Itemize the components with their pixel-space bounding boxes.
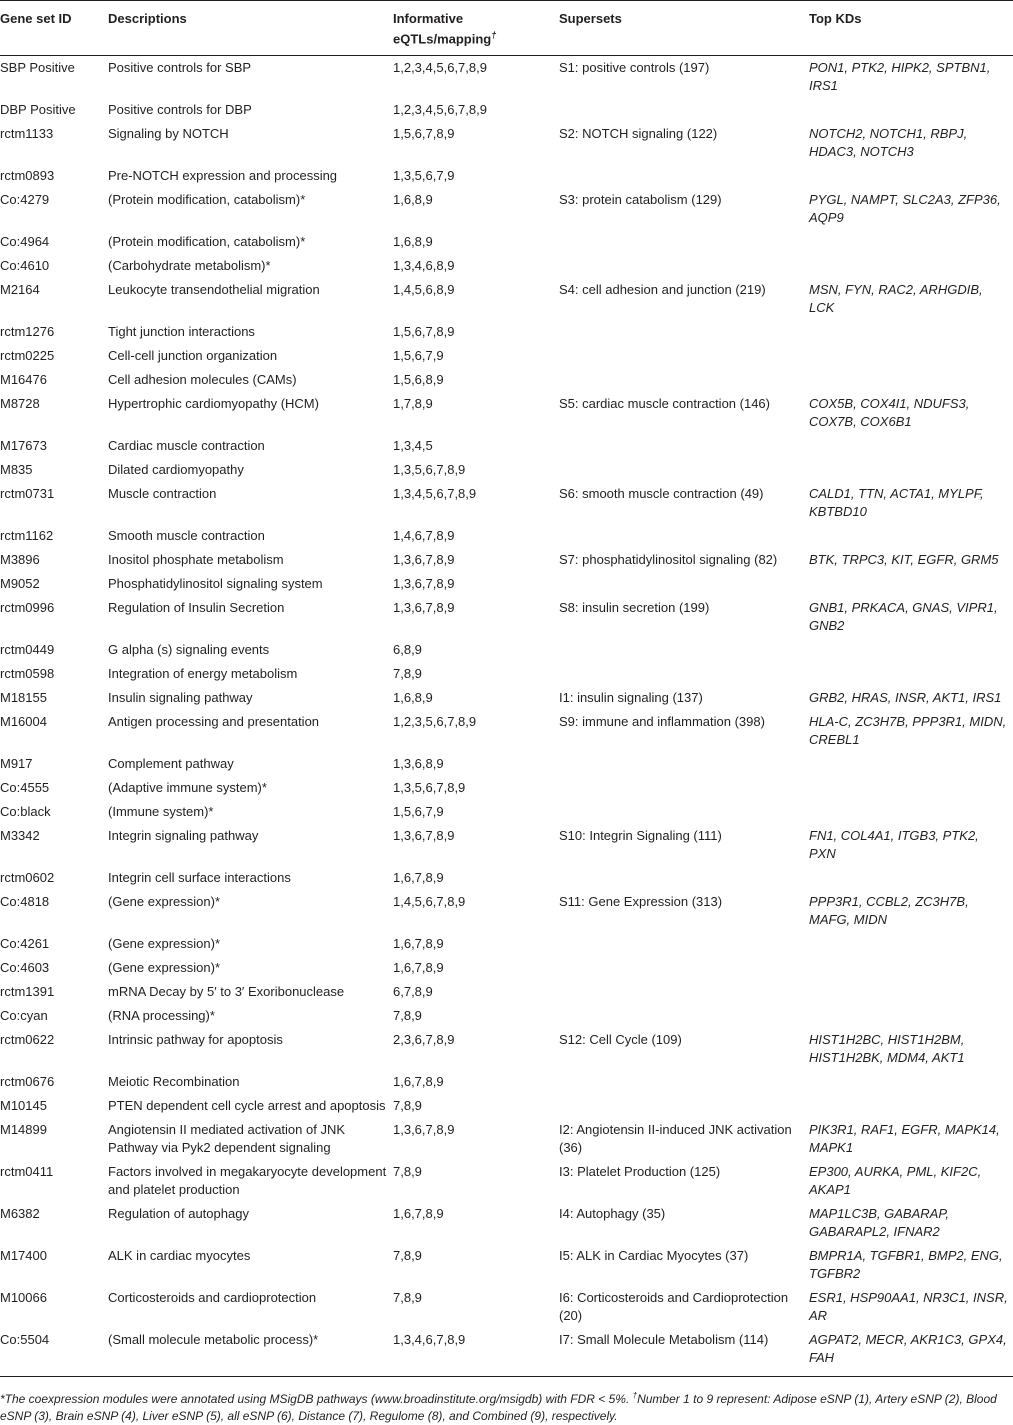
dagger-mark: † (491, 30, 497, 40)
table-row (0, 56, 1013, 99)
cell-gene-set-id: rctm1162 (0, 528, 54, 544)
cell-gene-set-id: Co:4818 (0, 894, 50, 910)
cell-gene-set-id: M835 (0, 462, 33, 478)
table-row (0, 890, 1013, 932)
cell-top-kds (809, 932, 1013, 956)
cell-superset: S11: Gene Expression (313) (559, 894, 723, 910)
cell-informative-eqtls: 1,3,6,7,8,9 (393, 1122, 455, 1138)
cell-description: Leukocyte transendothelial migration (108, 282, 320, 298)
cell-gene-set-id: M17673 (0, 438, 47, 454)
cell-gene-set-id: Co:4603 (0, 960, 50, 976)
cell-gene-set-id: M9052 (0, 576, 40, 592)
cell-informative-eqtls: 1,5,6,8,9 (393, 372, 444, 388)
table-header (0, 1, 1013, 56)
cell-gene-set-id: DBP Positive (0, 102, 76, 118)
cell-informative-eqtls: 1,3,6,7,8,9 (393, 576, 455, 592)
cell-gene-set-id: M17400 (0, 1248, 47, 1264)
table-row (0, 392, 1013, 434)
table-row (0, 482, 1013, 524)
table-row (0, 956, 1013, 980)
cell-superset: I2: Angiotensin II-induced JNK activation (36) (559, 1122, 792, 1156)
cell-informative-eqtls: 1,3,4,6,8,9 (393, 258, 455, 274)
cell-informative-eqtls: 1,3,6,8,9 (393, 756, 444, 772)
cell-gene-set-id: M8728 (0, 396, 40, 412)
cell-superset: I3: Platelet Production (125) (559, 1164, 721, 1180)
header-eqtls-line2: eQTLs/mapping (393, 31, 492, 47)
table-row (0, 1118, 1013, 1160)
cell-superset: S2: NOTCH signaling (122) (559, 126, 718, 142)
cell-informative-eqtls: 1,3,4,5,6,7,8,9 (393, 486, 477, 502)
cell-top-kds (809, 638, 1013, 662)
cell-description: Positive controls for DBP (108, 102, 252, 118)
cell-description: (Gene expression)* (108, 936, 220, 952)
table-row (0, 1244, 1013, 1286)
cell-superset (559, 638, 809, 662)
header-informative-eqtls (393, 1, 559, 56)
cell-top-kds (809, 230, 1013, 254)
cell-superset (559, 800, 809, 824)
table-row (0, 434, 1013, 458)
cell-superset (559, 956, 809, 980)
cell-top-kds (809, 254, 1013, 278)
cell-top-kds (809, 320, 1013, 344)
cell-gene-set-id: Co:4555 (0, 780, 50, 796)
table-row (0, 1202, 1013, 1244)
cell-gene-set-id: M10145 (0, 1098, 47, 1114)
cell-top-kds: AGPAT2, MECR, AKR1C3, GPX4, FAH (809, 1328, 1013, 1377)
cell-informative-eqtls: 1,7,8,9 (393, 396, 433, 412)
cell-superset (559, 164, 809, 188)
cell-superset (559, 776, 809, 800)
cell-description: mRNA Decay by 5′ to 3′ Exoribonuclease (108, 984, 345, 1000)
table-row (0, 278, 1013, 320)
cell-superset (559, 662, 809, 686)
cell-superset (559, 254, 809, 278)
cell-informative-eqtls: 1,6,7,8,9 (393, 1206, 444, 1222)
cell-top-kds (809, 572, 1013, 596)
cell-description: Meiotic Recombination (108, 1074, 240, 1090)
table-row (0, 368, 1013, 392)
cell-superset (559, 1094, 809, 1118)
cell-superset (559, 866, 809, 890)
table-row (0, 1070, 1013, 1094)
header-top-kds: Top KDs (809, 1, 1013, 56)
cell-description: (RNA processing)* (108, 1008, 215, 1024)
cell-informative-eqtls: 1,4,5,6,7,8,9 (393, 894, 466, 910)
table-row (0, 800, 1013, 824)
cell-superset (559, 932, 809, 956)
table-row (0, 824, 1013, 866)
cell-description: Cell adhesion molecules (CAMs) (108, 372, 297, 388)
table-row (0, 1004, 1013, 1028)
cell-description: Cell-cell junction organization (108, 348, 278, 364)
table-row (0, 1286, 1013, 1328)
cell-gene-set-id: rctm0622 (0, 1032, 55, 1048)
cell-description: (Adaptive immune system)* (108, 780, 267, 796)
cell-description: Regulation of Insulin Secretion (108, 600, 285, 616)
cell-superset (559, 1004, 809, 1028)
table-row (0, 752, 1013, 776)
cell-top-kds: BMPR1A, TGFBR1, BMP2, ENG, TGFBR2 (809, 1248, 1003, 1282)
footnote-dagger: † (632, 1391, 638, 1401)
cell-gene-set-id: rctm0676 (0, 1074, 55, 1090)
cell-gene-set-id: Co:5504 (0, 1328, 108, 1377)
cell-top-kds (809, 800, 1013, 824)
cell-informative-eqtls: 6,8,9 (393, 642, 422, 658)
cell-gene-set-id: Co:4261 (0, 936, 50, 952)
cell-description: Regulation of autophagy (108, 1206, 249, 1222)
cell-informative-eqtls: 1,3,6,7,8,9 (393, 600, 455, 616)
cell-informative-eqtls: 1,2,3,4,5,6,7,8,9 (393, 102, 487, 118)
cell-gene-set-id: Co:4964 (0, 234, 50, 250)
cell-description: G alpha (s) signaling events (108, 642, 270, 658)
cell-informative-eqtls: 1,3,5,6,7,9 (393, 168, 455, 184)
table-row (0, 122, 1013, 164)
cell-description: Intrinsic pathway for apoptosis (108, 1032, 283, 1048)
cell-top-kds: NOTCH2, NOTCH1, RBPJ, HDAC3, NOTCH3 (809, 126, 968, 160)
cell-description: (Immune system)* (108, 804, 214, 820)
cell-description: Antigen processing and presentation (108, 714, 320, 730)
cell-gene-set-id: M917 (0, 756, 33, 772)
cell-superset (559, 980, 809, 1004)
cell-top-kds (809, 434, 1013, 458)
cell-top-kds: PON1, PTK2, HIPK2, SPTBN1, IRS1 (809, 60, 991, 94)
cell-superset (559, 752, 809, 776)
cell-informative-eqtls: 7,8,9 (393, 1164, 422, 1180)
cell-top-kds (809, 458, 1013, 482)
cell-superset: I6: Corticosteroids and Cardioprotection (20) (559, 1290, 789, 1324)
cell-top-kds: COX5B, COX4I1, NDUFS3, COX7B, COX6B1 (809, 396, 970, 430)
cell-top-kds (809, 98, 1013, 122)
table-footnote (0, 1377, 1013, 1425)
cell-top-kds: HIST1H2BC, HIST1H2BM, HIST1H2BK, MDM4, AKT1 (809, 1032, 965, 1066)
cell-top-kds (809, 1094, 1013, 1118)
cell-informative-eqtls: 7,8,9 (393, 1008, 422, 1024)
cell-description: Signaling by NOTCH (108, 126, 229, 142)
table-row (0, 458, 1013, 482)
table-row (0, 320, 1013, 344)
cell-description: Integrin signaling pathway (108, 828, 259, 844)
table-row (0, 1028, 1013, 1070)
cell-top-kds: MAP1LC3B, GABARAP, GABARAPL2, IFNAR2 (809, 1206, 949, 1240)
table-row (0, 686, 1013, 710)
cell-superset: S12: Cell Cycle (109) (559, 1032, 682, 1048)
cell-informative-eqtls: 1,5,6,7,9 (393, 804, 444, 820)
cell-top-kds: GRB2, HRAS, INSR, AKT1, IRS1 (809, 690, 1002, 706)
cell-top-kds: PPP3R1, CCBL2, ZC3H7B, MAFG, MIDN (809, 894, 969, 928)
cell-superset: S10: Integrin Signaling (111) (559, 828, 722, 844)
cell-top-kds: PIK3R1, RAF1, EGFR, MAPK14, MAPK1 (809, 1122, 1000, 1156)
footnote-text-1: *The coexpression modules were annotated using MSigDB pathways (www.broadinstitute.org/msigdb) with FDR < 5%. (0, 1392, 633, 1407)
table-row (0, 1328, 1013, 1377)
footnote-text-2: Number 1 to 9 represent: Adipose eSNP (1), Artery eSNP (2), Blood eSNP (3), Brain eSNP (4), Liver eSNP (5), all eSNP (6), Distance (7), Regulome (8), and Combined (9), respectively. (0, 1392, 997, 1424)
cell-top-kds: HLA-C, ZC3H7B, PPP3R1, MIDN, CREBL1 (809, 714, 1007, 748)
table-row (0, 1094, 1013, 1118)
cell-superset (559, 524, 809, 548)
cell-superset: S4: cell adhesion and junction (219) (559, 282, 766, 298)
cell-informative-eqtls: 1,6,7,8,9 (393, 936, 444, 952)
cell-superset (559, 320, 809, 344)
cell-top-kds: EP300, AURKA, PML, KIF2C, AKAP1 (809, 1164, 982, 1198)
table-row (0, 230, 1013, 254)
cell-superset (559, 368, 809, 392)
table-row (0, 164, 1013, 188)
cell-gene-set-id: M10066 (0, 1290, 47, 1306)
cell-top-kds (809, 344, 1013, 368)
cell-description: (Protein modification, catabolism)* (108, 192, 306, 208)
cell-informative-eqtls: 1,6,7,8,9 (393, 1074, 444, 1090)
cell-description: Dilated cardiomyopathy (108, 462, 244, 478)
cell-top-kds (809, 1070, 1013, 1094)
table-row (0, 638, 1013, 662)
table-row (0, 1160, 1013, 1202)
cell-informative-eqtls: 1,3,4,5 (393, 438, 433, 454)
cell-description: Angiotensin II mediated activation of JNK Pathway via Pyk2 dependent signaling (108, 1122, 346, 1156)
cell-top-kds: PYGL, NAMPT, SLC2A3, ZFP36, AQP9 (809, 192, 1001, 226)
cell-description: Complement pathway (108, 756, 234, 772)
cell-description: Inositol phosphate metabolism (108, 552, 284, 568)
cell-description: Pre-NOTCH expression and processing (108, 168, 338, 184)
cell-description: (Gene expression)* (108, 894, 220, 910)
cell-superset: S1: positive controls (197) (559, 60, 710, 76)
cell-gene-set-id: rctm0411 (0, 1164, 54, 1180)
cell-informative-eqtls: 1,3,5,6,7,8,9 (393, 780, 466, 796)
cell-gene-set-id: SBP Positive (0, 60, 75, 76)
cell-top-kds: FN1, COL4A1, ITGB3, PTK2, PXN (809, 828, 979, 862)
cell-informative-eqtls: 1,5,6,7,9 (393, 348, 444, 364)
cell-superset: S9: immune and inflammation (398) (559, 714, 765, 730)
cell-superset (559, 434, 809, 458)
cell-top-kds: ESR1, HSP90AA1, NR3C1, INSR, AR (809, 1290, 1008, 1324)
cell-informative-eqtls: 1,6,8,9 (393, 234, 433, 250)
cell-description: Corticosteroids and cardioprotection (108, 1290, 317, 1306)
cell-description: PTEN dependent cell cycle arrest and apoptosis (108, 1098, 386, 1114)
cell-superset: I5: ALK in Cardiac Myocytes (37) (559, 1248, 749, 1264)
table-row (0, 572, 1013, 596)
cell-superset (559, 572, 809, 596)
cell-informative-eqtls: 2,3,6,7,8,9 (393, 1032, 455, 1048)
header-eqtls-line1: Informative (393, 11, 464, 26)
cell-description: ALK in cardiac myocytes (108, 1248, 251, 1264)
cell-informative-eqtls: 1,4,6,7,8,9 (393, 528, 455, 544)
table-row (0, 188, 1013, 230)
cell-gene-set-id: Co:black (0, 804, 51, 820)
cell-gene-set-id: rctm0598 (0, 666, 55, 682)
table-row (0, 524, 1013, 548)
cell-gene-set-id: rctm0602 (0, 870, 55, 886)
cell-superset: I1: insulin signaling (137) (559, 690, 703, 706)
cell-gene-set-id: rctm1391 (0, 984, 55, 1000)
cell-description: Integrin cell surface interactions (108, 870, 291, 886)
cell-informative-eqtls: 1,5,6,7,8,9 (393, 126, 455, 142)
cell-gene-set-id: rctm0996 (0, 600, 55, 616)
cell-informative-eqtls: 1,3,5,6,7,8,9 (393, 462, 466, 478)
cell-informative-eqtls: 1,6,7,8,9 (393, 960, 444, 976)
cell-superset: S6: smooth muscle contraction (49) (559, 486, 764, 502)
cell-top-kds (809, 980, 1013, 1004)
cell-gene-set-id: M3342 (0, 828, 40, 844)
table-row (0, 344, 1013, 368)
cell-description: (Carbohydrate metabolism)* (108, 258, 271, 274)
cell-gene-set-id: M14899 (0, 1122, 47, 1138)
cell-gene-set-id: M3896 (0, 552, 40, 568)
cell-description: Tight junction interactions (108, 324, 255, 340)
cell-superset: S3: protein catabolism (129) (559, 192, 722, 208)
cell-description: Cardiac muscle contraction (108, 438, 265, 454)
header-row (0, 1, 1013, 56)
table-row (0, 662, 1013, 686)
header-gene-set-id: Gene set ID (0, 1, 108, 56)
cell-description: (Protein modification, catabolism)* (108, 234, 306, 250)
cell-gene-set-id: rctm0893 (0, 168, 55, 184)
cell-informative-eqtls: 1,5,6,7,8,9 (393, 324, 455, 340)
cell-superset (559, 230, 809, 254)
cell-informative-eqtls: 7,8,9 (393, 666, 422, 682)
cell-gene-set-id: rctm0731 (0, 486, 55, 502)
cell-informative-eqtls: 7,8,9 (393, 1098, 422, 1114)
header-descriptions: Descriptions (108, 1, 393, 56)
cell-top-kds (809, 368, 1013, 392)
cell-gene-set-id: M2164 (0, 282, 40, 298)
table-row (0, 776, 1013, 800)
cell-gene-set-id: rctm1133 (0, 126, 54, 142)
table-row (0, 596, 1013, 638)
cell-informative-eqtls: 1,6,7,8,9 (393, 870, 444, 886)
cell-gene-set-id: rctm1276 (0, 324, 55, 340)
cell-description: Phosphatidylinositol signaling system (108, 576, 323, 592)
cell-description: Insulin signaling pathway (108, 690, 253, 706)
cell-description: Muscle contraction (108, 486, 217, 502)
cell-gene-set-id: Co:4279 (0, 192, 50, 208)
cell-superset: I4: Autophagy (35) (559, 1206, 666, 1222)
cell-top-kds (809, 164, 1013, 188)
cell-gene-set-id: M16476 (0, 372, 47, 388)
cell-superset: S7: phosphatidylinositol signaling (82) (559, 552, 778, 568)
cell-description: Hypertrophic cardiomyopathy (HCM) (108, 396, 319, 412)
cell-top-kds: CALD1, TTN, ACTA1, MYLPF, KBTBD10 (809, 486, 984, 520)
cell-informative-eqtls: 7,8,9 (393, 1290, 422, 1306)
cell-top-kds: MSN, FYN, RAC2, ARHGDIB, LCK (809, 282, 983, 316)
cell-description: Factors involved in megakaryocyte development and platelet production (108, 1164, 387, 1198)
cell-informative-eqtls: 1,4,5,6,8,9 (393, 282, 455, 298)
cell-top-kds (809, 956, 1013, 980)
cell-gene-set-id: Co:cyan (0, 1008, 48, 1024)
cell-top-kds: BTK, TRPC3, KIT, EGFR, GRM5 (809, 552, 999, 568)
table-row (0, 254, 1013, 278)
cell-top-kds (809, 662, 1013, 686)
table-row (0, 710, 1013, 752)
cell-top-kds: GNB1, PRKACA, GNAS, VIPR1, GNB2 (809, 600, 998, 634)
cell-description: Integration of energy metabolism (108, 666, 298, 682)
cell-description: (Gene expression)* (108, 960, 220, 976)
cell-informative-eqtls: 1,3,6,7,8,9 (393, 552, 455, 568)
cell-gene-set-id: M6382 (0, 1206, 40, 1222)
table-row (0, 980, 1013, 1004)
cell-top-kds (809, 866, 1013, 890)
cell-superset: I7: Small Molecule Metabolism (114) (559, 1328, 809, 1377)
table-row (0, 932, 1013, 956)
cell-gene-set-id: M16004 (0, 714, 47, 730)
cell-gene-set-id: rctm0449 (0, 642, 55, 658)
cell-informative-eqtls: 7,8,9 (393, 1248, 422, 1264)
cell-description: Smooth muscle contraction (108, 528, 265, 544)
cell-superset (559, 98, 809, 122)
cell-informative-eqtls: 6,7,8,9 (393, 984, 433, 1000)
cell-gene-set-id: Co:4610 (0, 258, 50, 274)
cell-top-kds (809, 776, 1013, 800)
cell-gene-set-id: rctm0225 (0, 348, 55, 364)
cell-gene-set-id: M18155 (0, 690, 47, 706)
cell-informative-eqtls: 1,2,3,4,5,6,7,8,9 (393, 60, 487, 76)
cell-informative-eqtls: 1,2,3,5,6,7,8,9 (393, 714, 477, 730)
cell-informative-eqtls: 1,6,8,9 (393, 690, 433, 706)
table-row (0, 98, 1013, 122)
cell-superset (559, 458, 809, 482)
cell-description: (Small molecule metabolic process)* (108, 1328, 393, 1377)
cell-informative-eqtls: 1,3,6,7,8,9 (393, 828, 455, 844)
cell-superset: S5: cardiac muscle contraction (146) (559, 396, 770, 412)
header-supersets: Supersets (559, 1, 809, 56)
cell-top-kds (809, 524, 1013, 548)
cell-superset (559, 1070, 809, 1094)
cell-top-kds (809, 752, 1013, 776)
cell-superset: S8: insulin secretion (199) (559, 600, 710, 616)
cell-top-kds (809, 1004, 1013, 1028)
cell-informative-eqtls: 1,6,8,9 (393, 192, 433, 208)
cell-description: Positive controls for SBP (108, 60, 252, 76)
cell-informative-eqtls: 1,3,4,6,7,8,9 (393, 1328, 559, 1377)
table-row (0, 548, 1013, 572)
cell-superset (559, 344, 809, 368)
table-row (0, 866, 1013, 890)
table-body (0, 56, 1013, 1377)
